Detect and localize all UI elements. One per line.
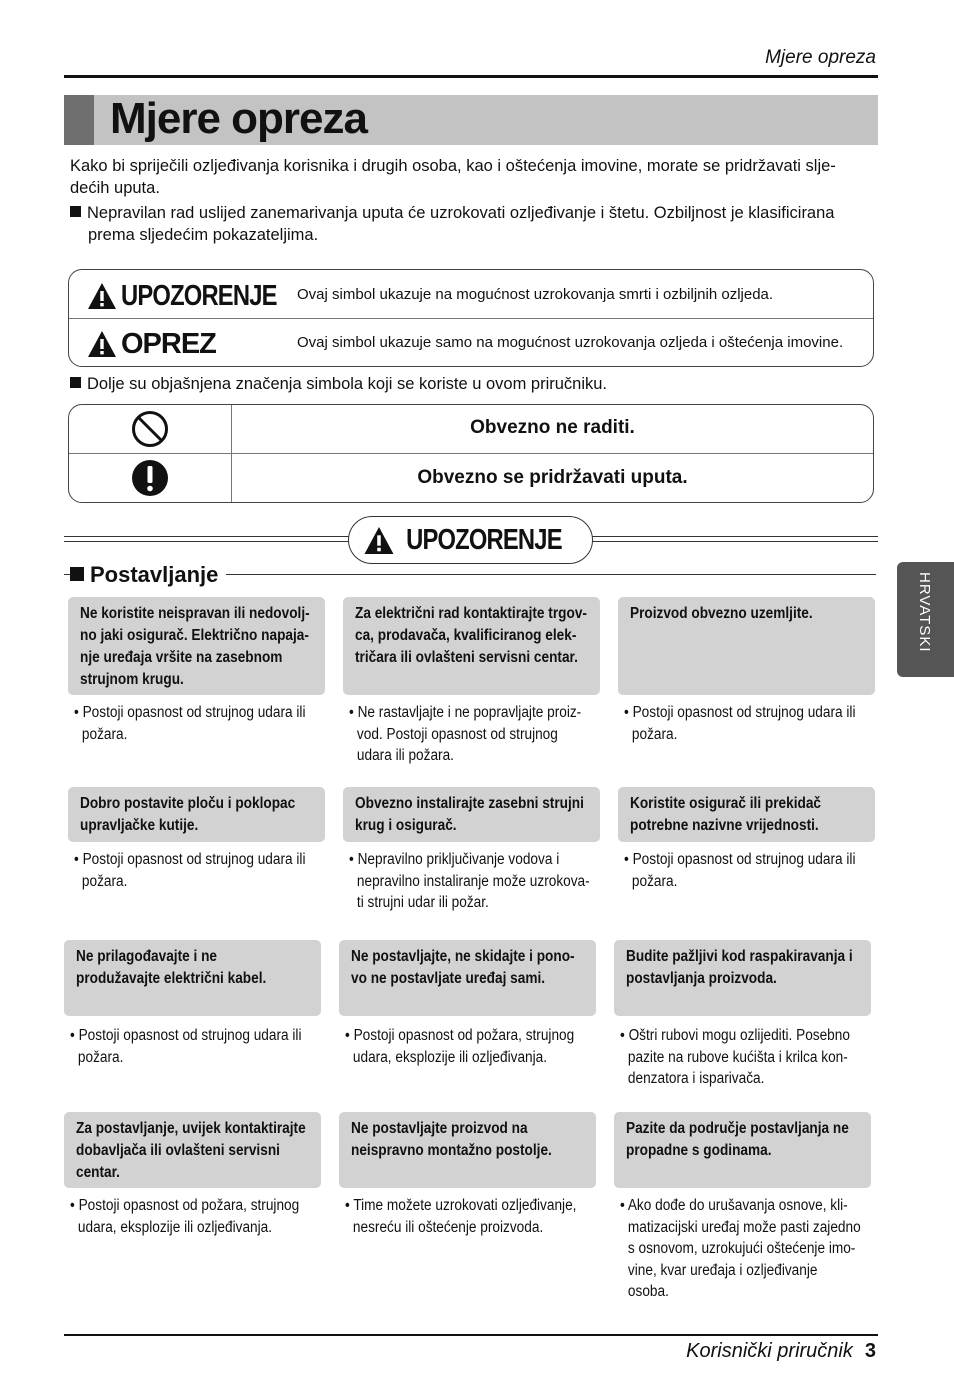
card-body: • Postoji opasnost od požara, strujnog udara, eksplozije ili ozljeđivanja. [70,1197,300,1236]
page-footer [686,1340,876,1363]
severity-row-warning [87,272,311,320]
card-heading: Koristite osigurač ili prekidač potrebne nazivne vrijednosti. [618,787,875,842]
card [339,940,596,1068]
card [618,597,875,745]
card [343,787,600,914]
card-body: • Postoji opasnost od požara, strujnog udara, eksplozije ili ozljeđivanja. [345,1027,575,1066]
intro-line-1: Kako bi spriječili ozljeđivanja korisnika i drugih osoba, kao i oštećenja imovine, morate se pridržavati slje- [70,157,836,175]
warning-banner [348,516,593,564]
severity-label-caution: OPREZ [121,327,216,360]
card-body: • Postoji opasnost od strujnog udara ili požara. [624,851,856,890]
card-body: • Oštri rubovi mogu ozlijediti. Posebno pazite na rubove kućišta i krilca kon- denzatora i isparivača. [620,1027,850,1087]
intro-note [70,203,870,246]
page-number: 3 [864,1340,876,1362]
card-body: • Postoji opasnost od strujnog udara ili požara. [624,704,856,743]
card [64,940,321,1068]
square-bullet-icon [70,377,81,388]
severity-desc-warning: Ovaj simbol ukazuje na mogućnost uzrokovanja smrti i ozbiljnih ozljeda. [297,286,774,303]
card-heading: Budite pažljivi kod raspakiravanja i postavljanja proizvoda. [614,940,871,1016]
card-heading: Pazite da područje postavljanja ne propadne s godinama. [614,1112,871,1188]
symbol-text-mandatory: Obvezno se pridržavati uputa. [417,467,688,488]
running-header: Mjere opreza [765,47,876,68]
page-title: Mjere opreza [110,94,367,143]
section-heading [70,562,226,588]
prohibition-icon [131,410,169,448]
warning-triangle-icon [363,526,395,555]
banner-rule [64,541,350,542]
symbols-note-text: Dolje su objašnjena značenja simbola koji se koriste u ovom priručniku. [87,375,608,393]
severity-desc-caution: Ovaj simbol ukazuje samo na mogućnost uzrokovanja ozljeda i oštećenja imovine. [297,334,844,351]
footer-text: Korisnički priručnik [686,1340,853,1362]
top-rule [64,75,878,78]
symbols-note [70,375,607,394]
symbols-legend-box [68,404,874,503]
card-heading: Ne prilagođavajte i ne produžavajte električni kabel. [64,940,321,1016]
language-tab-label: HRVATSKI [916,572,933,653]
section-title: Postavljanje [90,562,219,587]
square-bullet-icon [70,206,81,217]
intro-note-line-1: Nepravilan rad uslijed zanemarivanja uputa će uzrokovati ozljeđivanje i štetu. Ozbiljnost je klasificirana [87,204,835,222]
card [339,1112,596,1238]
card-heading: Dobro postavite ploču i poklopac upravljačke kutije. [68,787,325,842]
card-body: • Ne rastavljajte i ne popravljajte proiz- vod. Postoji opasnost od strujnog udara ili požara. [349,704,582,764]
card-body: • Postoji opasnost od strujnog udara ili požara. [70,1027,302,1066]
card-heading: Proizvod obvezno uzemljite. [618,597,875,695]
square-bullet-icon [70,567,84,581]
card-heading: Ne postavljajte, ne skidajte i pono- vo ne postavljate uređaj sami. [339,940,596,1016]
card-heading: Ne postavljajte proizvod na neispravno montažno postolje. [339,1112,596,1188]
card [614,1112,871,1303]
symbol-text-prohibited: Obvezno ne raditi. [470,417,635,438]
intro-paragraph [70,156,870,199]
card-body: • Postoji opasnost od strujnog udara ili požara. [74,851,306,890]
severity-legend-box [68,269,874,367]
banner-rule [64,536,350,537]
banner-rule [592,541,878,542]
warning-banner-label: UPOZORENJE [405,523,562,556]
title-accent [64,95,94,145]
caution-triangle-icon [87,330,117,358]
card-heading: Ne koristite neispravan ili nedovolj- no jaki osigurač. Električno napaja- nje uređaja vršite na zasebnom strujnom krugu. [68,597,325,695]
card-body: • Nepravilno priključivanje vodova i nepravilno instaliranje može uzrokova- ti strujni udar ili požar. [349,851,590,911]
card-body: • Ako dođe do urušavanja osnove, kli- matizacijski uređaj može pasti zajedno s osnovom, uzrokujući oštećenje imo- vine, kvar uređaja i ozljeđivanje osoba. [620,1197,861,1300]
card-body: • Time možete uzrokovati ozljeđivanje, nesreću ili oštećenje proizvoda. [345,1197,577,1236]
card [68,787,325,892]
card [68,597,325,745]
banner-rule [592,536,878,537]
symbols-divider-h [69,453,873,454]
bottom-rule [64,1334,878,1336]
card-heading: Za električni rad kontaktirajte trgov- ca, prodavača, kvalificiranog elek- tričara ili ovlašteni servisni centar. [343,597,600,695]
card-body: • Postoji opasnost od strujnog udara ili požara. [74,704,306,743]
warning-triangle-icon [87,282,117,310]
severity-row-caution [87,320,216,368]
language-tab [897,562,954,677]
intro-line-2: dećih uputa. [70,178,160,197]
intro-note-line-2: prema sljedećim pokazateljima. [88,225,319,244]
card-heading: Za postavljanje, uvijek kontaktirajte dobavljača ili ovlašteni servisni centar. [64,1112,321,1188]
card [618,787,875,892]
exclamation-icon [131,459,169,497]
card [64,1112,321,1238]
severity-label-warning: UPOZORENJE [121,279,277,312]
card [343,597,600,767]
card-heading: Obvezno instalirajte zasebni strujni krug i osigurač. [343,787,600,842]
card [614,940,871,1090]
